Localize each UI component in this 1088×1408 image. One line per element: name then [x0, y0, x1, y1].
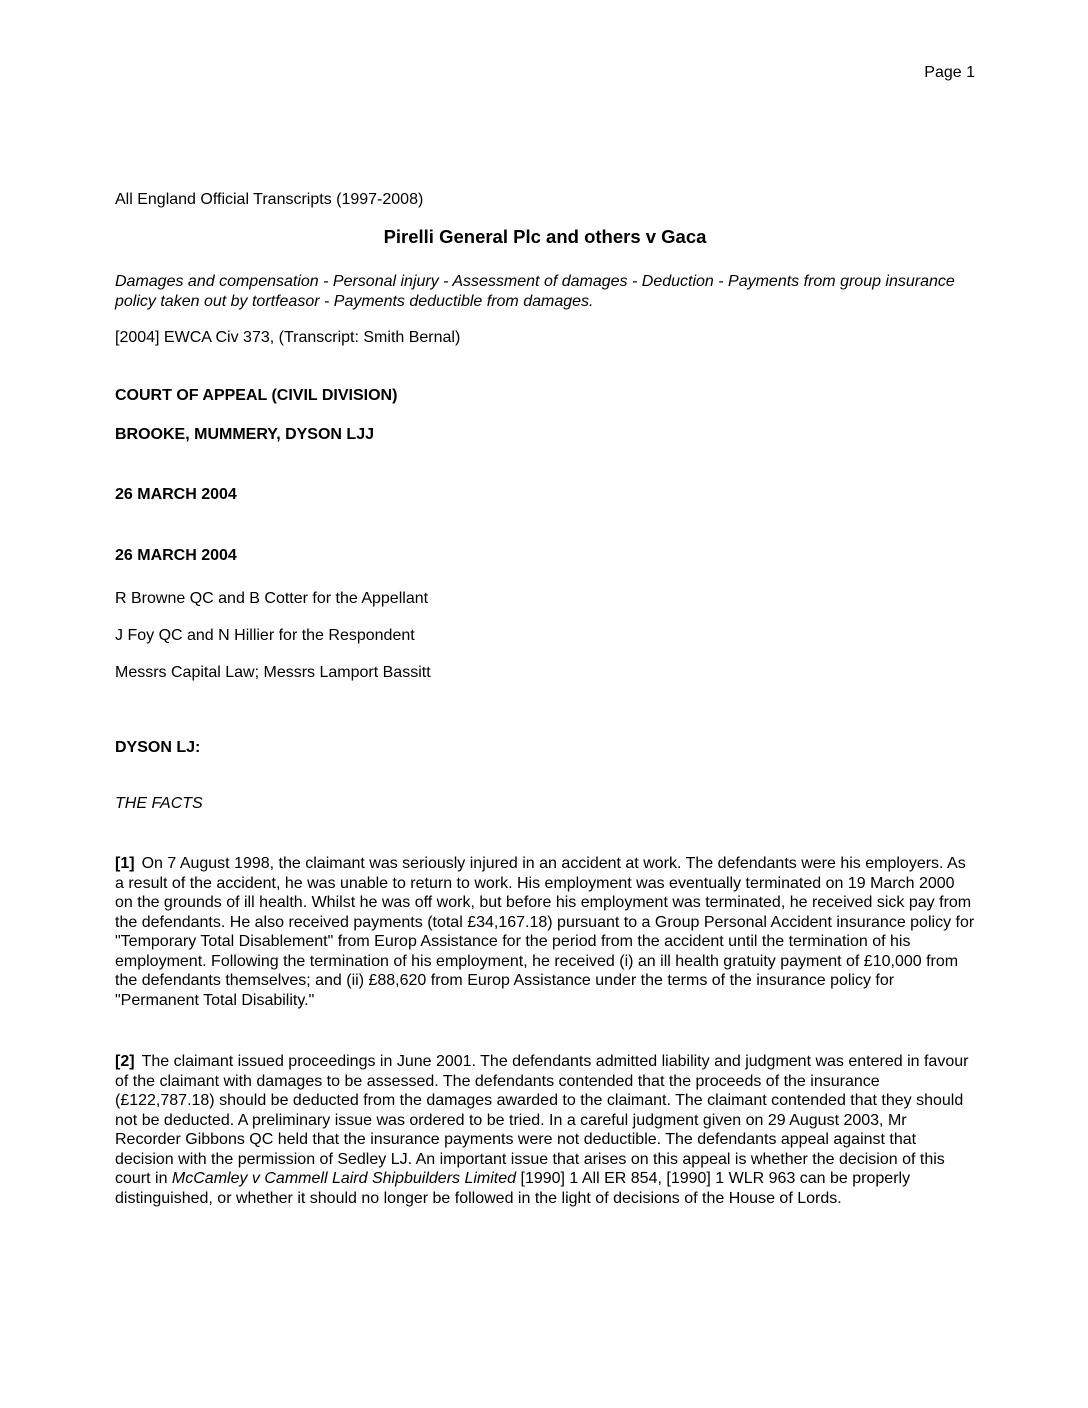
source-line: All England Official Transcripts (1997-2008): [115, 190, 424, 208]
paragraph-2-text-after-case: [1990] 1 All ER 854, [1990] 1 WLR 963 can be properly distinguished, or whether it should no longer be followed in the light of decisions of the House of Lords.: [115, 1170, 911, 1207]
judgment-author: DYSON LJ:: [115, 739, 201, 756]
page-number: Page 1: [924, 64, 975, 81]
solicitors: Messrs Capital Law; Messrs Lamport Bassitt: [115, 663, 431, 681]
hearing-date: 26 MARCH 2004: [115, 485, 237, 503]
cited-case-name: McCamley v Cammell Laird Shipbuilders Limited: [171, 1170, 517, 1187]
case-title: Pirelli General Plc and others v Gaca: [383, 226, 707, 247]
section-heading: THE FACTS: [115, 794, 203, 812]
judges-list: BROOKE, MUMMERY, DYSON LJJ: [115, 426, 374, 443]
paragraph-2-number: [2]: [115, 1053, 135, 1070]
paragraph-1-number: [1]: [115, 855, 135, 872]
court-name: COURT OF APPEAL (CIVIL DIVISION): [115, 386, 398, 404]
citation: [2004] EWCA Civ 373, (Transcript: Smith Bernal): [115, 329, 461, 346]
paragraph-2: [115, 1052, 975, 1208]
counsel-respondent: J Foy QC and N Hillier for the Respondent: [115, 627, 415, 644]
counsel-appellant: R Browne QC and B Cotter for the Appellant: [115, 589, 429, 607]
catchwords: Damages and compensation - Personal injury - Assessment of damages - Deduction - Payments from group insurance policy taken out by tortfeasor - Payments deductible from damages.: [115, 273, 955, 310]
paragraph-2-text-before-case: The claimant issued proceedings in June 2001. The defendants admitted liability and judgment was entered in favour of the claimant with damages to be assessed. The defendants contended that the proceeds of the insurance (£122,787.18) should be deducted from the damages awarded to the claimant. The claimant contended that they should not be deducted. A preliminary issue was ordered to be tried. In a careful judgment given on 29 August 2003, Mr Recorder Gibbons QC held that the insurance payments were not deductible. The defendants appeal against that decision with the permission of Sedley LJ. An important issue that arises on this appeal is whether the decision of this court in: [115, 1053, 969, 1187]
paragraph-1-text: On 7 August 1998, the claimant was seriously injured in an accident at work. The defendants were his employers. As a result of the accident, he was unable to return to work. His employment was eventually terminated on 19 March 2000 on the grounds of ill health. Whilst he was off work, but before his employment was terminated, he received sick pay from the defendants. He also received payments (total £34,167.18) pursuant to a Group Personal Accident insurance policy for "Temporary Total Disablement" from Europ Assistance for the period from the accident until the termination of his employment. Following the termination of his employment, he received (i) an ill health gratuity payment of £10,000 from the defendants themselves; and (ii) £88,620 from Europ Assistance under the terms of the insurance policy for "Permanent Total Disability.": [115, 855, 975, 1009]
paragraph-1: [115, 854, 975, 1010]
judgment-date: 26 MARCH 2004: [115, 547, 237, 564]
